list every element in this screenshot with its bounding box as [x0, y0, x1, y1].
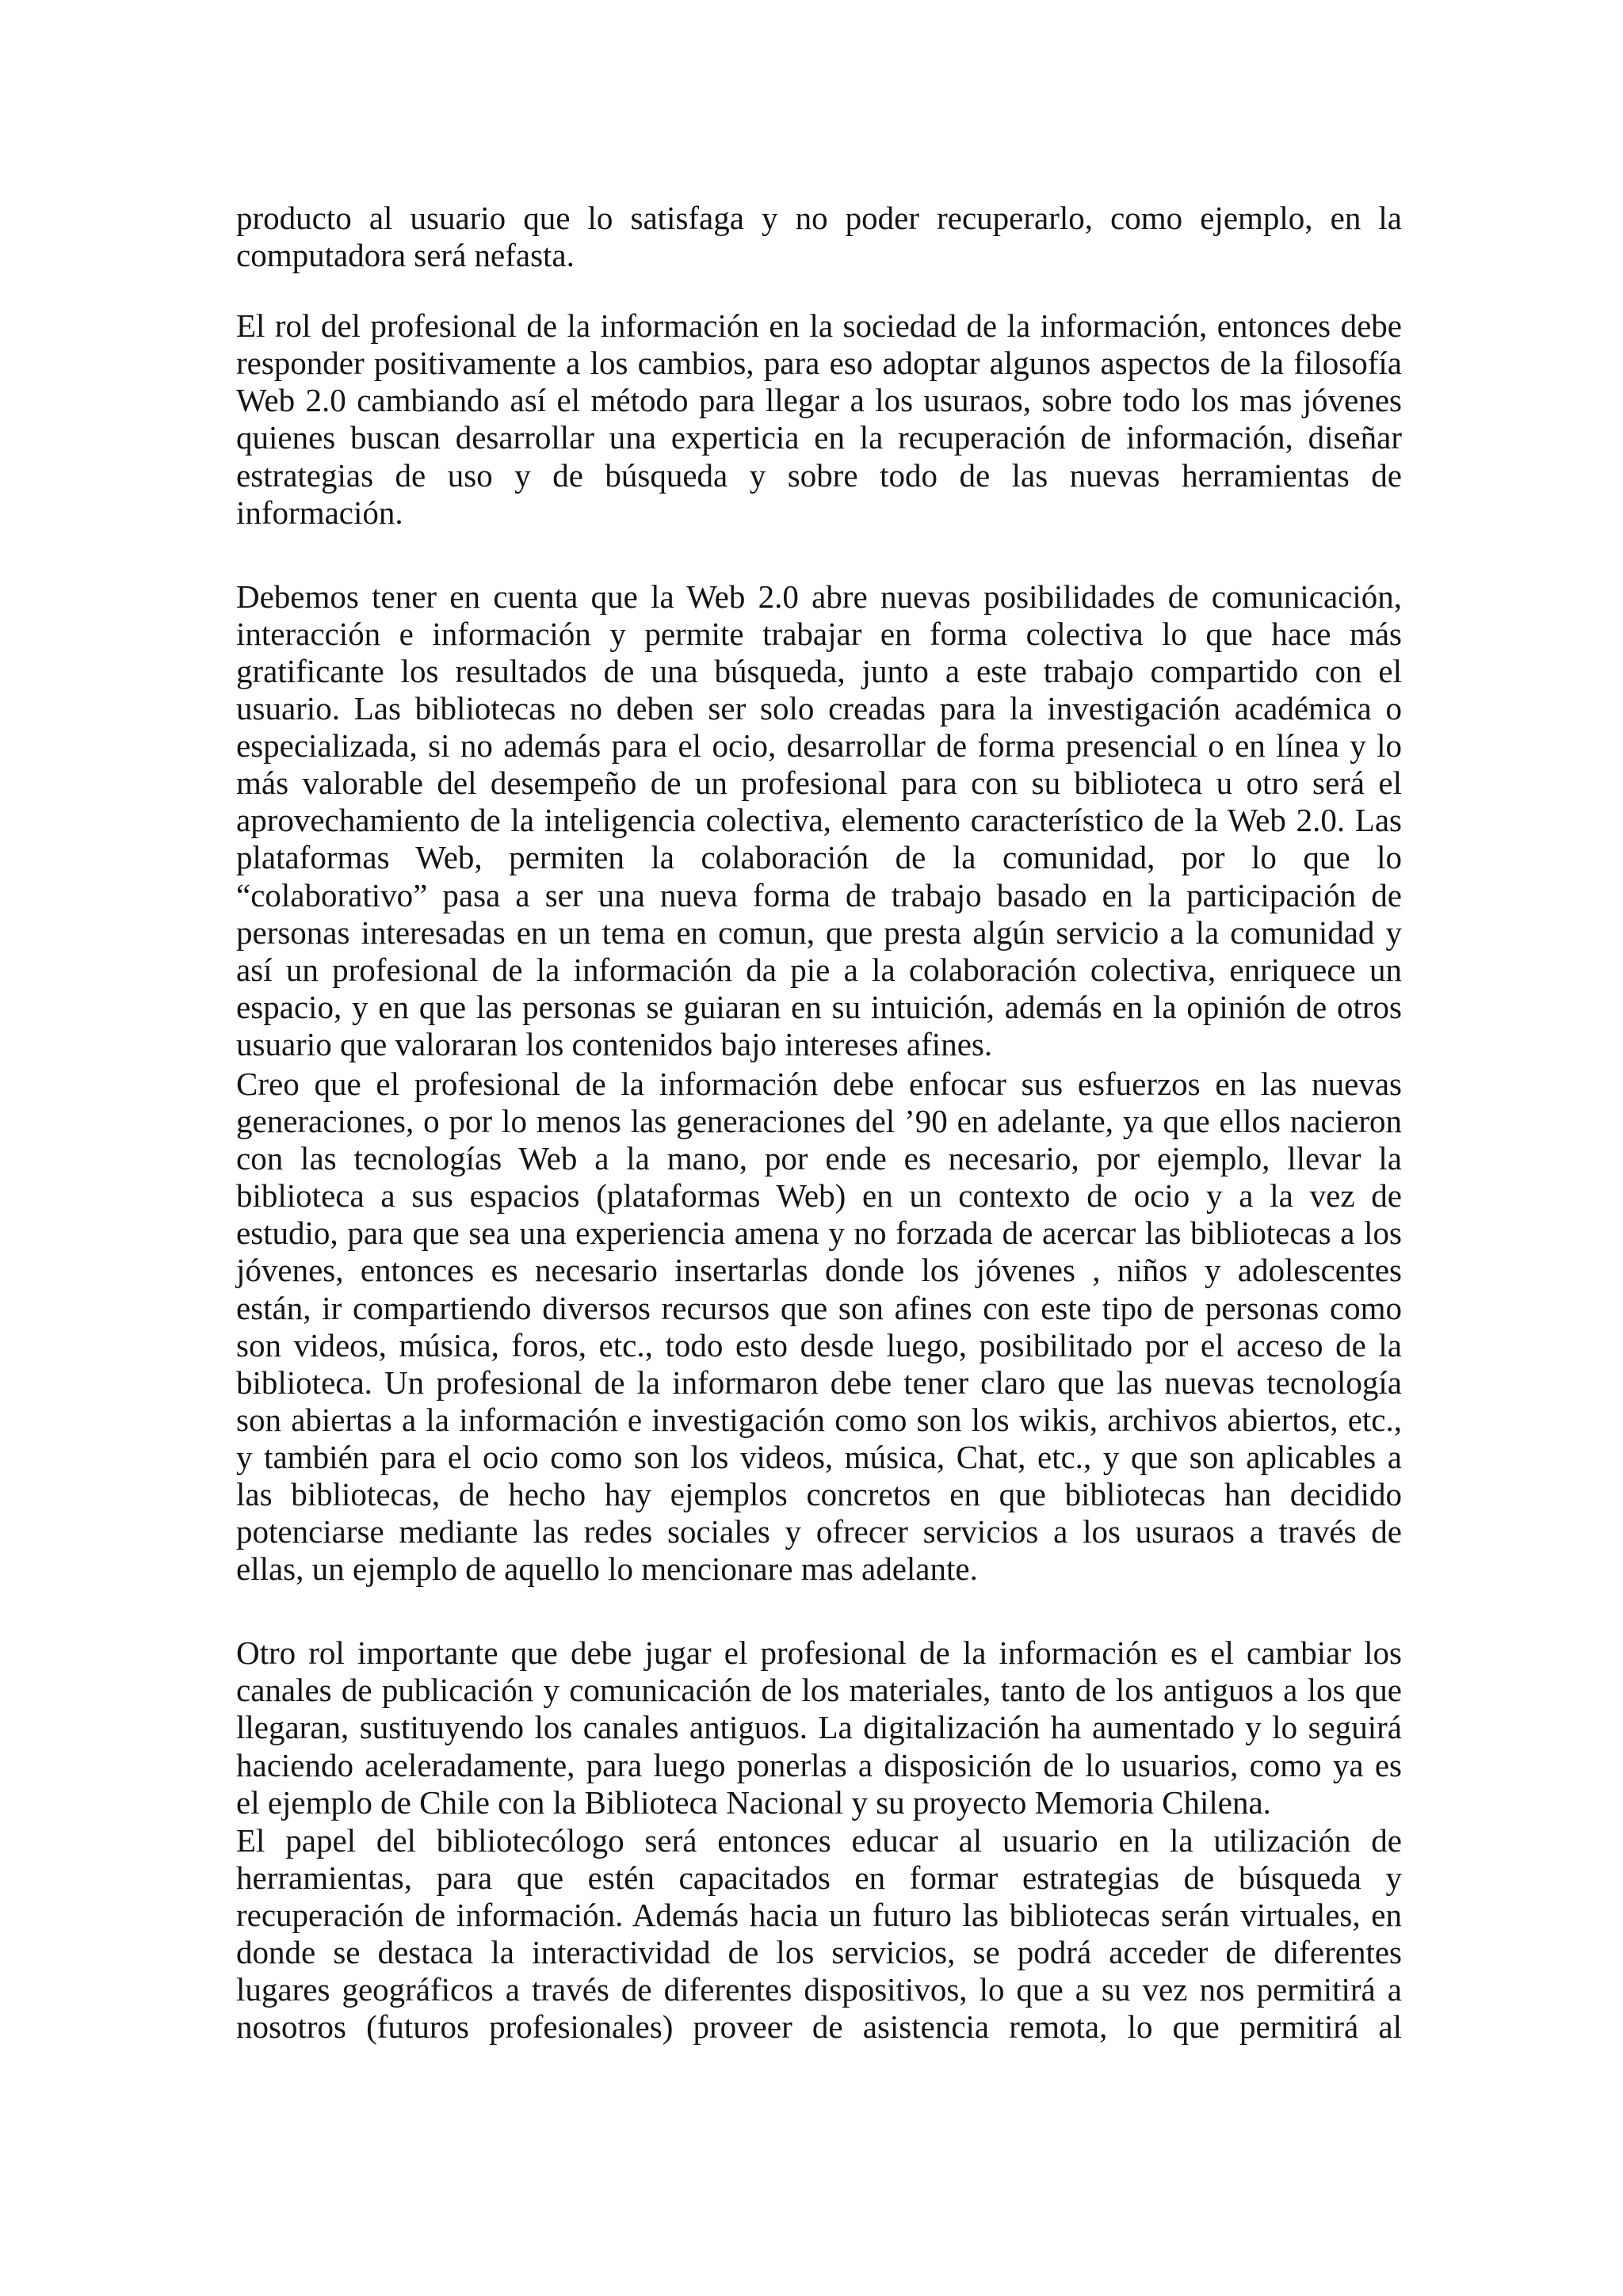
text-line: son abiertas a la información e investigación como son los wikis, archivos abiertos, etc., — [236, 1401, 1402, 1438]
body-text — [236, 200, 1402, 2046]
text-line: Otro rol importante que debe jugar el profesional de la información es el cambiar los — [236, 1634, 1402, 1672]
text-line: herramientas, para que estén capacitados en formar estrategias de búsqueda y — [236, 1859, 1402, 1896]
paragraph-continuation — [236, 200, 1402, 274]
text-line: lugares geográficos a través de diferentes dispositivos, lo que a su vez nos permitirá a — [236, 1971, 1402, 2008]
text-line: aprovechamiento de la inteligencia colectiva, elemento característico de la Web 2.0. Las — [236, 802, 1402, 839]
text-line: el ejemplo de Chile con la Biblioteca Nacional y su proyecto Memoria Chilena. — [236, 1783, 1271, 1821]
text-line: gratificante los resultados de una búsqueda, junto a este trabajo compartido con el — [236, 652, 1402, 689]
text-line: nosotros (futuros profesionales) proveer de asistencia remota, lo que permitirá al — [236, 2008, 1402, 2046]
text-line: usuario. Las bibliotecas no deben ser solo creadas para la investigación académica o — [236, 690, 1402, 727]
text-line: las bibliotecas, de hecho hay ejemplos concretos en que bibliotecas han decidido — [236, 1476, 1402, 1512]
text-line: más valorable del desempeño de un profesional para con su biblioteca u otro será el — [236, 765, 1402, 802]
text-line: están, ir compartiendo diversos recursos que son afines con este tipo de personas como — [236, 1289, 1402, 1326]
text-line: son videos, música, foros, etc., todo esto desde luego, posibilitado por el acceso de la — [236, 1326, 1402, 1363]
text-line: potenciarse mediante las redes sociales y ofrecer servicios a los usuraos a través de — [236, 1513, 1402, 1550]
text-line: computadora será nefasta. — [236, 237, 575, 274]
paragraph-nuevas-generaciones — [236, 1066, 1402, 1588]
text-line: quienes buscan desarrollar una experticia en la recuperación de información, diseñar — [236, 419, 1402, 456]
text-line: personas interesadas en un tema en comun, que presta algún servicio a la comunidad y — [236, 913, 1402, 951]
paragraph-rol-profesional — [236, 307, 1402, 532]
text-line: Creo que el profesional de la información debe enfocar sus esfuerzos en las nuevas — [236, 1065, 1402, 1102]
text-line: donde se destaca la interactividad de los servicios, se podrá acceder de diferentes — [236, 1934, 1402, 1971]
text-line: jóvenes, entonces es necesario insertarlas donde los jóvenes , niños y adolescentes — [236, 1252, 1402, 1289]
text-line: canales de publicación y comunicación de los materiales, tanto de los antiguos a los que — [236, 1672, 1402, 1709]
text-line: especializada, si no además para el ocio, desarrollar de forma presencial o en línea y lo — [236, 727, 1402, 765]
text-line: “colaborativo” pasa a ser una nueva forma de trabajo basado en la participación de — [236, 876, 1402, 913]
paragraph-canales-publicacion — [236, 1634, 1402, 1821]
text-line: ellas, un ejemplo de aquello lo mencionare mas adelante. — [236, 1550, 978, 1588]
text-line: llegaran, sustituyendo los canales antiguos. La digitalización ha aumentado y lo seguirá — [236, 1709, 1402, 1746]
text-line: haciendo aceleradamente, para luego ponerlas a disposición de lo usuarios, como ya es — [236, 1746, 1402, 1783]
text-line: plataformas Web, permiten la colaboración de la comunidad, por lo que lo — [236, 839, 1402, 876]
text-line: recuperación de información. Además hacia un futuro las bibliotecas serán virtuales, en — [236, 1896, 1402, 1933]
text-line: con las tecnologías Web a la mano, por ende es necesario, por ejemplo, llevar la — [236, 1140, 1402, 1177]
text-line: El rol del profesional de la información en la sociedad de la información, entonces debe — [236, 307, 1402, 345]
text-line: generaciones, o por lo menos las generaciones del ’90 en adelante, ya que ellos nacieron — [236, 1103, 1402, 1140]
text-line: y también para el ocio como son los videos, música, Chat, etc., y que son aplicables a — [236, 1438, 1402, 1475]
text-line: usuario que valoraran los contenidos bajo intereses afines. — [236, 1025, 993, 1062]
text-line: biblioteca. Un profesional de la informaron debe tener claro que las nuevas tecnología — [236, 1363, 1402, 1401]
text-line: espacio, y en que las personas se guiaran en su intuición, además en la opinión de otros — [236, 988, 1402, 1025]
text-line: El papel del bibliotecólogo será entonces educar al usuario en la utilización de — [236, 1821, 1402, 1859]
paragraph-papel-bibliotecologo — [236, 1822, 1402, 2046]
text-line: Web 2.0 cambiando así el método para llegar a los usuraos, sobre todo los mas jóvenes — [236, 382, 1402, 419]
text-line: interacción e información y permite trabajar en forma colectiva lo que hace más — [236, 615, 1402, 652]
text-line: estrategias de uso y de búsqueda y sobre todo de las nuevas herramientas de — [236, 456, 1402, 494]
text-line: responder positivamente a los cambios, para eso adoptar algunos aspectos de la filosofía — [236, 345, 1402, 382]
paragraph-web-2-0 — [236, 578, 1402, 1063]
text-line: Debemos tener en cuenta que la Web 2.0 abre nuevas posibilidades de comunicación, — [236, 578, 1402, 615]
text-line: información. — [236, 494, 403, 531]
text-line: biblioteca a sus espacios (plataformas Web) en un contexto de ocio y a la vez de — [236, 1177, 1402, 1215]
text-line: producto al usuario que lo satisfaga y no poder recuperarlo, como ejemplo, en la — [236, 200, 1402, 236]
text-line: estudio, para que sea una experiencia amena y no forzada de acercar las bibliotecas a los — [236, 1215, 1402, 1252]
text-line: así un profesional de la información da pie a la colaboración colectiva, enriquece un — [236, 951, 1402, 988]
